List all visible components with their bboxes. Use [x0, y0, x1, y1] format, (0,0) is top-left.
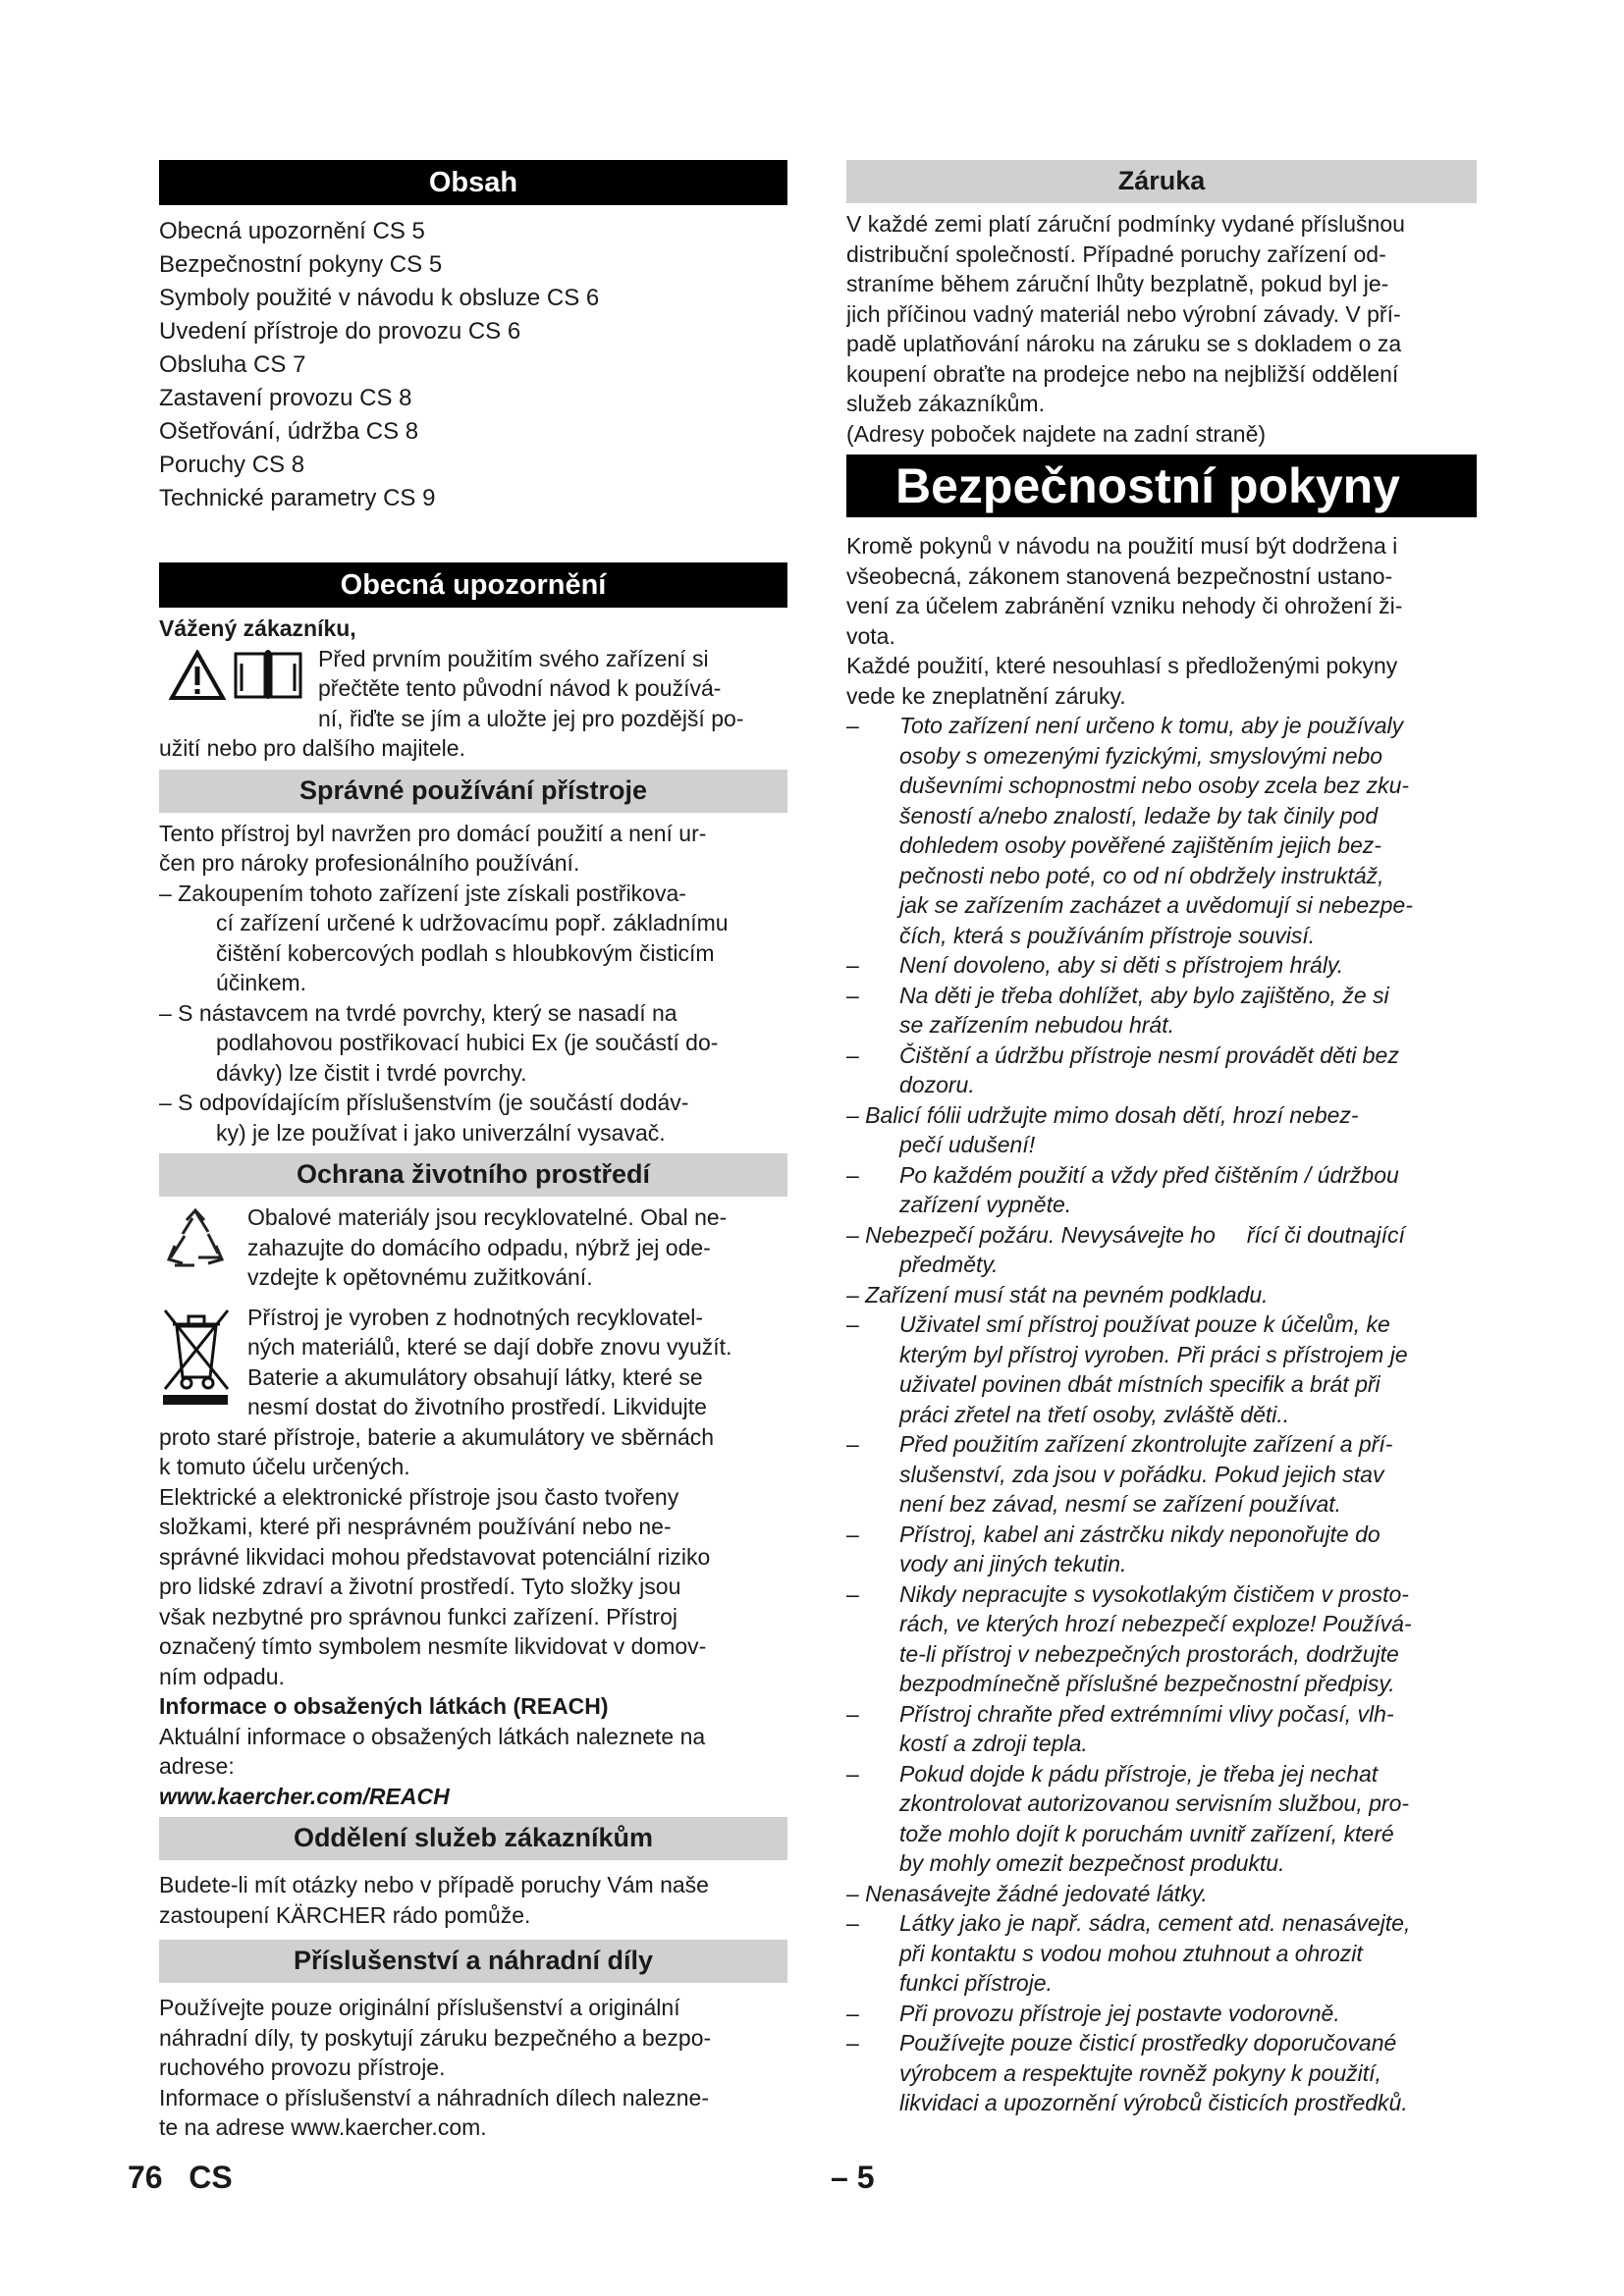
list-item-line: – Zakoupením tohoto zařízení jste získali postřikova- [159, 880, 686, 906]
dash-marker: – [846, 952, 859, 978]
safety-item-line: práci zřetel na třetí osoby, zvláště děti.. [899, 1401, 1290, 1427]
safety-item-line: Před použitím zařízení zkontrolujte zařízení a pří- [899, 1431, 1393, 1457]
safety-item-line: osoby s omezenými fyzickými, smyslovými nebo [899, 742, 1383, 769]
accessories-line: náhradní díly, ty poskytují záruku bezpečného a bezpo- [159, 2024, 712, 2051]
toc-item[interactable]: Poruchy CS 8 [159, 452, 305, 478]
recycle-icon [161, 1206, 230, 1280]
safety-item-line: funkci přístroje. [899, 1970, 1053, 1996]
safety-item-line: Uživatel smí přístroj používat pouze k účelům, ke [899, 1311, 1390, 1337]
recycle-line: vzdejte k opětovnému zužitkování. [247, 1264, 593, 1290]
safety-item-line: dozoru. [899, 1072, 975, 1097]
safety-item-line: zařízení vypněte. [899, 1192, 1072, 1217]
safety-item-line: pečí udušení! [899, 1132, 1036, 1157]
weee-tail-line: proto staré přístroje, baterie a akumulátory ve sběrnách [159, 1423, 715, 1450]
safety-item [846, 1879, 1477, 1909]
proper-use-item [159, 1088, 787, 1148]
safety-item [846, 981, 1477, 1041]
toc-item[interactable]: Ošetřování, údržba CS 8 [159, 418, 419, 445]
electro-line: pro lidské zdraví a životní prostředí. Tyto složky jsou [159, 1574, 681, 1599]
safety-item-line: Na děti je třeba dohlížet, aby bylo zajištěno, že si [899, 982, 1389, 1008]
safety-item-line: Používejte pouze čisticí prostředky doporučované [899, 2030, 1397, 2056]
electro-line: Elektrické a elektronické přístroje jsou často tvořeny [159, 1483, 679, 1510]
proper-use-item [159, 879, 787, 998]
service-line: Budete-li mít otázky nebo v případě poruchy Vám naše [159, 1872, 709, 1897]
safety-item [846, 1220, 1477, 1280]
safety-item-line: kterým byl přístroj vyroben. Při práci s přístrojem je [899, 1341, 1408, 1367]
safety-item-line: jak se zařízením zacházet a uvědomují si nebezpe- [899, 892, 1413, 918]
safety-item-line: výrobcem a respektujte rovněž pokyny k použití, [899, 2059, 1381, 2086]
electro-line: však nezbytné pro správnou funkci zařízení. Přístroj [159, 1603, 677, 1629]
safety-item-line: bezpodmínečně příslušné bezpečnostní předpisy. [899, 1671, 1395, 1696]
dash-marker: – [846, 1161, 859, 1188]
toc-item[interactable]: Uvedení přístroje do provozu CS 6 [159, 318, 521, 345]
safety-item [846, 1999, 1477, 2029]
safety-item-line: Při provozu přístroje jej postavte vodorovně. [899, 2000, 1340, 2026]
reach-heading: Informace o obsažených látkách (REACH) [159, 1693, 609, 1719]
safety-item-line: by mohly omezit bezpečnost produktu. [899, 1850, 1285, 1876]
safety-item-line: zkontrolovat autorizovanou servisním službou, pro- [899, 1790, 1410, 1816]
safety-item-line: vody ani jiných tekutin. [899, 1551, 1127, 1576]
safety-item-line: Čištění a údržbu přístroje nesmí provádět děti bez [899, 1041, 1399, 1068]
safety-list [846, 711, 1477, 2118]
safety-intro-line: vede ke zneplatnění záruky. [846, 682, 1126, 709]
safety-intro-line: vota. [846, 622, 895, 649]
safety-item [846, 1699, 1477, 1759]
safety-item [846, 711, 1477, 950]
toc-heading: Obsah [159, 160, 787, 205]
safety-item [846, 1160, 1477, 1220]
dash-marker: – [846, 2000, 859, 2026]
weee-block [159, 1303, 787, 1422]
warranty-line: straníme během záruční lhůty bezplatně, pokud byl je- [846, 271, 1389, 296]
safety-item-line: rách, ve kterých hrozí nebezpečí exploze! Používá- [899, 1611, 1412, 1636]
service-heading: Oddělení služeb zákazníkům [159, 1817, 787, 1860]
list-item-line: dávky) lze čistit i tvrdé povrchy. [216, 1059, 527, 1086]
greeting: Vážený zákazníku, [159, 615, 356, 641]
recycle-line: Obalové materiály jsou recyklovatelné. Obal ne- [247, 1204, 728, 1230]
safety-item-line: šeností a/nebo znalostí, ledaže by tak činily pod [899, 802, 1379, 828]
safety-item-line: Přístroj, kabel ani zástrčku nikdy neponořujte do [899, 1521, 1380, 1547]
safety-item [846, 1041, 1477, 1100]
warranty-line: V každé zemi platí záruční podmínky vydané příslušnou [846, 211, 1405, 237]
warning-triangle-icon [169, 650, 226, 706]
safety-item [846, 1309, 1477, 1429]
safety-item-line: likvidaci a upozornění výrobců čisticích prostředků. [899, 2090, 1408, 2115]
toc-item[interactable]: Technické parametry CS 9 [159, 485, 436, 511]
list-item-line: účinkem. [216, 970, 307, 995]
proper-use-item [159, 998, 787, 1089]
dash-marker: – [846, 1700, 859, 1727]
reach-line: Aktuální informace o obsažených látkách naleznete na [159, 1723, 706, 1749]
list-item-line: – S odpovídajícím příslušenstvím (je součástí dodáv- [159, 1090, 689, 1115]
safety-item [846, 1759, 1477, 1879]
intro-line: přečtěte tento původní návod k používá- [318, 675, 722, 701]
safety-item-line: – Balicí fólii udržujte mimo dosah dětí, hrozí nebez- [846, 1101, 1359, 1128]
safety-item-line: Není dovoleno, aby si děti s přístrojem hrály. [899, 952, 1344, 978]
safety-item-line: – Nenasávejte žádné jedovaté látky. [846, 1880, 1208, 1906]
dash-marker: – [846, 982, 859, 1008]
dash-marker: – [846, 2030, 859, 2056]
weee-line: Přístroj je vyroben z hodnotných recyklovatel- [247, 1304, 704, 1330]
intro-block [159, 644, 787, 734]
proper-use-line: Tento přístroj byl navržen pro domácí použití a není ur- [159, 820, 707, 846]
crossed-bin-icon [159, 1305, 232, 1412]
safety-heading: Bezpečnostní pokyny [846, 454, 1477, 517]
safety-item [846, 1429, 1477, 1520]
safety-intro-line: vení za účelem zabránění vzniku nehody či ohrožení ži- [846, 593, 1403, 618]
accessories-heading: Příslušenství a náhradní díly [159, 1940, 787, 1983]
left-column [159, 160, 787, 2143]
dash-marker: – [846, 1580, 859, 1607]
warranty-line: distribuční společností. Případné poruchy zařízení od- [846, 240, 1386, 267]
accessories-line: Informace o příslušenství a náhradních dílech nalezne- [159, 2084, 709, 2110]
proper-use-heading: Správné používání přístroje [159, 770, 787, 813]
warranty-line: (Adresy poboček najdete na zadní straně) [846, 420, 1267, 447]
warranty-line: jich příčinou vadný materiál nebo výrobní závady. V pří- [846, 300, 1401, 327]
safety-intro-line: Každé použití, které nesouhlasí s předloženými pokyny [846, 653, 1398, 678]
safety-intro-line: všeobecná, zákonem stanovená bezpečnostní ustano- [846, 562, 1393, 589]
warranty-line: služeb zákazníkům. [846, 391, 1045, 416]
toc-item[interactable]: Zastavení provozu CS 8 [159, 385, 412, 411]
accessories-line: Používejte pouze originální příslušenství a originální [159, 1995, 680, 2020]
weee-line: ných materiálů, které se dají dobře znovu využít. [247, 1334, 732, 1360]
toc-item[interactable]: Obecná upozornění CS 5 [159, 218, 425, 244]
safety-item [846, 1579, 1477, 1699]
open-book-icon [232, 646, 304, 708]
dash-marker: – [846, 1041, 859, 1068]
list-item-line: ky) je lze používat i jako univerzální vysavač. [216, 1119, 666, 1146]
safety-item-line: se zařízením nebudou hrát. [899, 1012, 1174, 1038]
safety-item [846, 1100, 1477, 1160]
page-number-section: – 5 [831, 2160, 875, 2195]
list-item-line: cí zařízení určené k udržovacímu popř. základnímu [216, 910, 729, 935]
accessories-line: te na adrese www.kaercher.com. [159, 2114, 487, 2140]
safety-item-line: pečnosti nebo poté, co od ní obdržely instruktáž, [899, 862, 1384, 888]
page-number-left: 76 CS [128, 2160, 233, 2195]
safety-item-line: tože mohlo dojít k poruchám uvnitř zařízení, které [899, 1820, 1394, 1846]
safety-item-line: te-li přístroj v nebezpečných prostorách, dodržujte [899, 1640, 1399, 1667]
weee-tail-line: k tomuto účelu určených. [159, 1454, 410, 1479]
dash-marker: – [846, 1521, 859, 1547]
safety-item-line: Nikdy nepracujte s vysokotlakým čističem v prosto- [899, 1580, 1409, 1607]
electro-line: označený tímto symbolem nesmíte likvidovat v domov- [159, 1633, 707, 1659]
environment-heading: Ochrana životního prostředí [159, 1153, 787, 1197]
safety-item-line: dohledem osoby pověřené zajištěním jejich bez- [899, 832, 1381, 858]
dash-marker: – [846, 1910, 859, 1936]
safety-item-line: Pokud dojde k pádu přístroje, je třeba jej nechat [899, 1760, 1379, 1787]
safety-item-line: čích, která s používáním přístroje souvisí. [899, 922, 1316, 948]
safety-item-line: kostí a zdroji tepla. [899, 1731, 1088, 1756]
warranty-line: padě uplatňování nároku na záruku se s dokladem o za [846, 331, 1402, 356]
electro-line: ním odpadu. [159, 1663, 285, 1689]
safety-item [846, 950, 1477, 981]
safety-item-line: – Nebezpečí požáru. Nevysávejte ho řící či doutnající [846, 1221, 1405, 1248]
dash-marker: – [846, 1760, 859, 1787]
general-heading: Obecná upozornění [159, 562, 787, 608]
weee-line: nesmí dostat do životního prostředí. Likvidujte [247, 1394, 707, 1419]
list-item-line: – S nástavcem na tvrdé povrchy, který se nasadí na [159, 999, 677, 1026]
list-item-line: podlahovou postřikovací hubici Ex (je součástí do- [216, 1030, 719, 1055]
electro-line: správné likvidaci mohou představovat potenciální riziko [159, 1543, 711, 1570]
toc-item[interactable]: Obsluha CS 7 [159, 351, 306, 378]
weee-line: Baterie a akumulátory obsahují látky, které se [247, 1363, 703, 1390]
safety-item [846, 1520, 1477, 1579]
safety-item [846, 2028, 1477, 2118]
safety-item-line: Po každém použití a vždy před čištěním / údržbou [899, 1161, 1399, 1188]
safety-item-line: uživatel povinen dbát místních specifik a brát při [899, 1371, 1380, 1397]
safety-item [846, 1908, 1477, 1999]
intro-tail: užití nebo pro dalšího majitele. [159, 735, 465, 761]
safety-item-line: duševními schopnostmi nebo osoby zcela bez zku- [899, 773, 1410, 798]
service-line: zastoupení KÄRCHER rádo pomůže. [159, 1901, 531, 1928]
safety-item-line: Přístroj chraňte před extrémními vlivy počasí, vlh- [899, 1700, 1394, 1727]
recycle-block [159, 1202, 787, 1293]
safety-intro-line: Kromě pokynů v návodu na použití musí být dodržena i [846, 533, 1398, 559]
warranty-heading: Záruka [846, 160, 1477, 203]
dash-marker: – [846, 1431, 859, 1457]
safety-item-line: Látky jako je např. sádra, cement atd. nenasávejte, [899, 1910, 1411, 1936]
safety-item-line: při kontaktu s vodou mohou ztuhnout a ohrozit [899, 1940, 1363, 1966]
recycle-line: zahazujte do domácího odpadu, nýbrž jej ode- [247, 1234, 711, 1260]
safety-item-line: slušenství, zda jsou v pořádku. Pokud jejich stav [899, 1461, 1384, 1487]
reach-link[interactable]: www.kaercher.com/REACH [159, 1783, 450, 1809]
safety-item [846, 1280, 1477, 1310]
dash-marker: – [846, 713, 859, 738]
reach-line: adrese: [159, 1753, 235, 1779]
intro-line: Před prvním použitím svého zařízení si [318, 645, 709, 671]
warranty-line: koupení obraťte na prodejce nebo na nejbližší oddělení [846, 360, 1399, 387]
toc-item[interactable]: Symboly použité v návodu k obsluze CS 6 [159, 285, 600, 311]
toc-list [159, 215, 787, 515]
right-column [846, 160, 1477, 2118]
safety-item-line: předměty. [899, 1252, 999, 1277]
safety-item-line: Toto zařízení není určeno k tomu, aby je používaly [899, 713, 1404, 738]
safety-item-line: – Zařízení musí stát na pevném podkladu. [846, 1281, 1269, 1308]
toc-item[interactable]: Bezpečnostní pokyny CS 5 [159, 251, 443, 278]
safety-item-line: není bez závad, nesmí se zařízení používat. [899, 1491, 1342, 1517]
intro-line: ní, řiďte se jím a uložte jej pro pozdější po- [318, 705, 744, 731]
dash-marker: – [846, 1311, 859, 1337]
list-item-line: čištění kobercových podlah s hloubkovým čisticím [216, 939, 715, 966]
accessories-line: ruchového provozu přístroje. [159, 2055, 446, 2080]
electro-line: složkami, které při nesprávném používání nebo ne- [159, 1514, 672, 1539]
proper-use-line: čen pro nároky profesionálního používání. [159, 850, 580, 876]
